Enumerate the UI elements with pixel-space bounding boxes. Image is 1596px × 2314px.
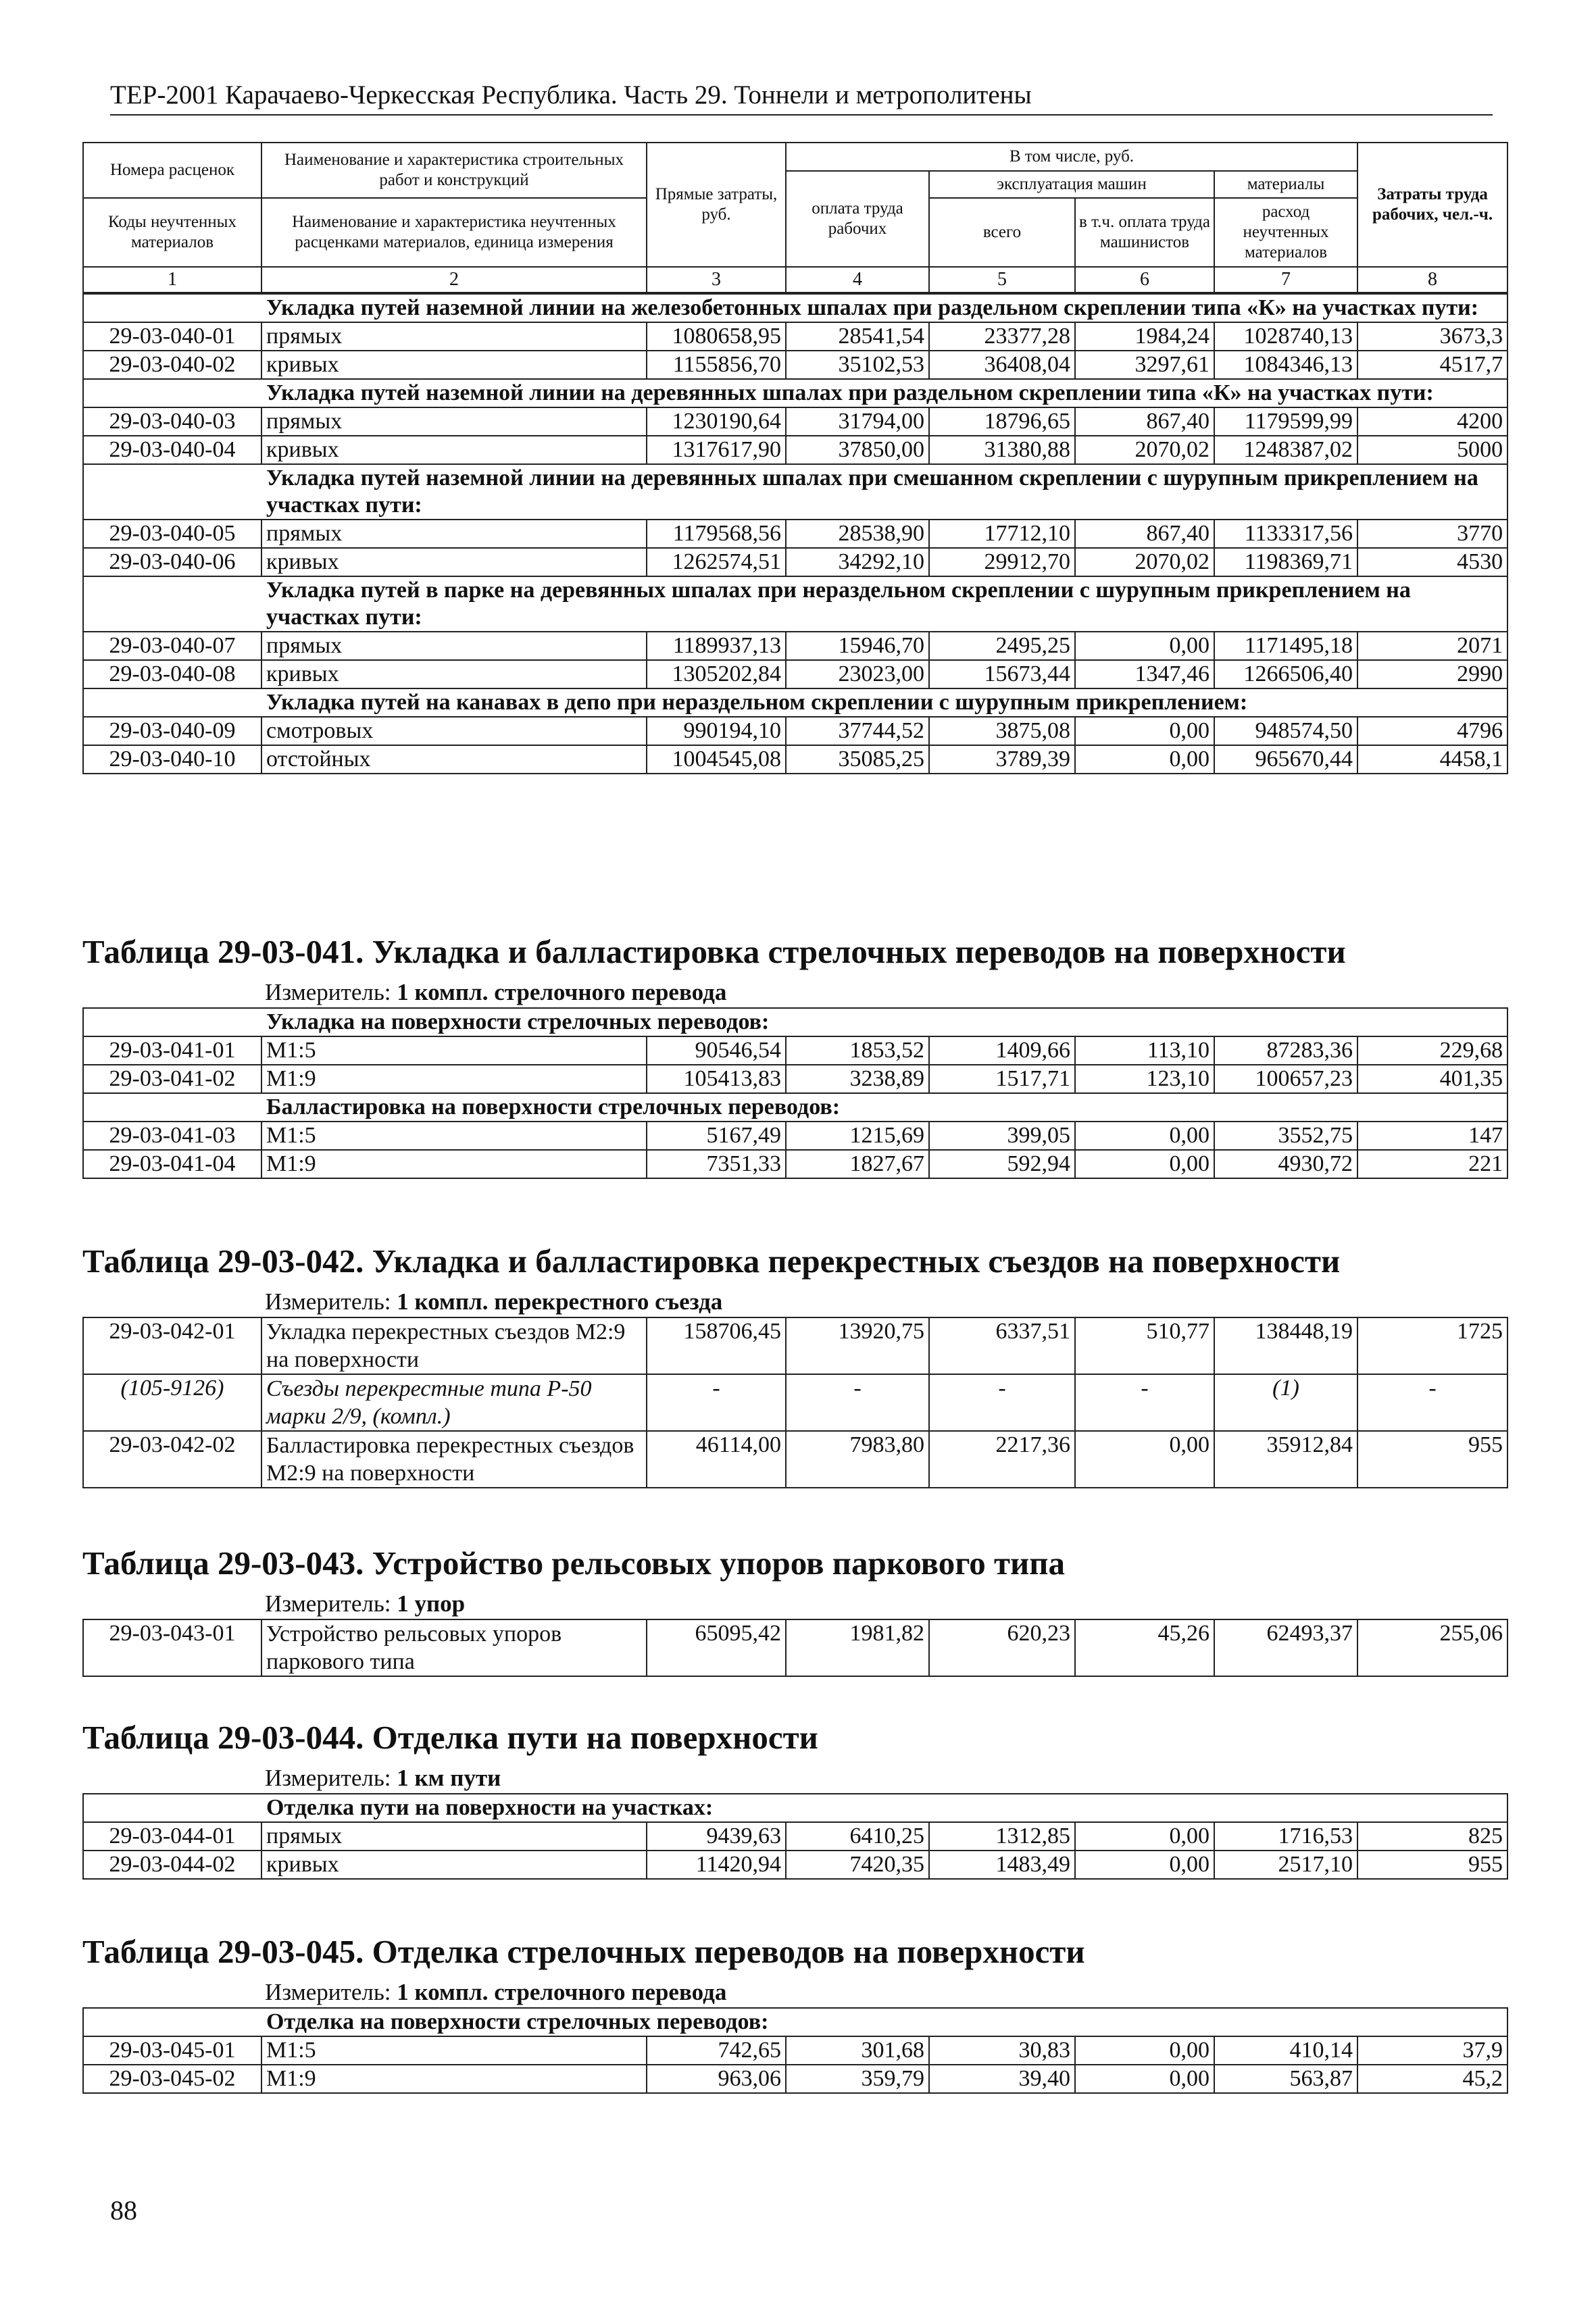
section-title: Укладка путей наземной линии на железобетонных шпалах при раздельном скреплении типа «К» на участках пути: [83, 294, 1507, 322]
table-29-03-040 [82, 142, 1507, 774]
rate-code: 29-03-040-03 [83, 407, 261, 436]
direct-costs: 1155856,70 [647, 351, 786, 379]
direct-costs: 1189937,13 [647, 632, 786, 660]
unit-label: Измеритель: [265, 979, 391, 1005]
section-row [83, 576, 1507, 632]
machines-total: 23377,28 [929, 322, 1075, 351]
direct-costs: 1080658,95 [647, 322, 786, 351]
workers-wages: 28538,90 [786, 520, 929, 548]
unit-label: Измеритель: [265, 1590, 391, 1617]
direct-costs: 105413,83 [647, 1065, 786, 1093]
table-row [83, 1122, 1507, 1150]
work-name: Устройство рельсовых упоров паркового типа [261, 1619, 647, 1676]
materials: 965670,44 [1214, 745, 1357, 774]
machines-total: 17712,10 [929, 520, 1075, 548]
direct-costs: 46114,00 [647, 1431, 786, 1488]
rate-code: 29-03-040-01 [83, 322, 261, 351]
work-name: кривых [261, 351, 647, 379]
materials: 2517,10 [1214, 1851, 1357, 1879]
workers-wages: 6410,25 [786, 1822, 929, 1851]
table-045-body [82, 2007, 1508, 2094]
machinists-wages: 510,77 [1075, 1317, 1214, 1374]
table-title: Таблица 29-03-041. Укладка и балластировка стрелочных переводов на поверхности [82, 933, 1346, 970]
workers-wages: 359,79 [786, 2065, 929, 2093]
rate-code: 29-03-041-04 [83, 1150, 261, 1178]
labor-costs: 4200 [1357, 407, 1507, 436]
materials: 3552,75 [1214, 1122, 1357, 1150]
section-row [83, 379, 1507, 407]
labor-costs: 147 [1357, 1122, 1507, 1150]
document-header: ТЕР-2001 Карачаево-Черкесская Республика. Часть 29. Тоннели и метрополитены [110, 80, 1493, 116]
table-row [83, 745, 1507, 774]
machines-total: - [929, 1374, 1075, 1431]
machines-total: 29912,70 [929, 548, 1075, 576]
table-row [83, 1036, 1507, 1065]
workers-wages: 7983,80 [786, 1431, 929, 1488]
col-number: 1 [83, 267, 261, 293]
unit-line [82, 1978, 1507, 2007]
header-machines: эксплуатация машин [929, 171, 1214, 198]
rate-code: 29-03-042-02 [83, 1431, 261, 1488]
machinists-wages: - [1075, 1374, 1214, 1431]
table-row [83, 1822, 1507, 1851]
materials: 1266506,40 [1214, 660, 1357, 688]
materials: 1716,53 [1214, 1822, 1357, 1851]
work-name: М1:5 [261, 1122, 647, 1150]
rate-code: 29-03-040-02 [83, 351, 261, 379]
labor-costs: 3673,3 [1357, 322, 1507, 351]
labor-costs: 255,06 [1357, 1619, 1507, 1676]
rate-code: 29-03-045-01 [83, 2036, 261, 2065]
rate-code: 29-03-040-05 [83, 520, 261, 548]
direct-costs: 9439,63 [647, 1822, 786, 1851]
work-name: прямых [261, 1822, 647, 1851]
direct-costs: 65095,42 [647, 1619, 786, 1676]
workers-wages: 3238,89 [786, 1065, 929, 1093]
labor-costs: 5000 [1357, 436, 1507, 464]
workers-wages: 1827,67 [786, 1150, 929, 1178]
table-29-03-043 [82, 1544, 1507, 1677]
unit-value: 1 компл. стрелочного перевода [397, 1979, 727, 2005]
machines-total: 399,05 [929, 1122, 1075, 1150]
materials: 138448,19 [1214, 1317, 1357, 1374]
machinists-wages: 0,00 [1075, 717, 1214, 745]
rate-code: 29-03-040-09 [83, 717, 261, 745]
machines-total: 2495,25 [929, 632, 1075, 660]
direct-costs: 90546,54 [647, 1036, 786, 1065]
work-name: М1:9 [261, 2065, 647, 2093]
table-row [83, 1374, 1507, 1431]
rate-code: 29-03-042-01 [83, 1317, 261, 1374]
section-title: Отделка на поверхности стрелочных переводов: [83, 2008, 1507, 2036]
labor-costs: 45,2 [1357, 2065, 1507, 2093]
materials: 563,87 [1214, 2065, 1357, 2093]
page-number: 88 [110, 2195, 137, 2225]
section-title: Укладка путей наземной линии на деревянных шпалах при раздельном скреплении типа «К» на участках пути: [83, 379, 1507, 407]
section-row [83, 2008, 1507, 2036]
workers-wages: 301,68 [786, 2036, 929, 2065]
col-number: 5 [929, 267, 1075, 293]
table-row [83, 1431, 1507, 1488]
machinists-wages: 123,10 [1075, 1065, 1214, 1093]
table-041-body [82, 1007, 1508, 1179]
labor-costs: 1725 [1357, 1317, 1507, 1374]
workers-wages: 35085,25 [786, 745, 929, 774]
unit-label: Измеритель: [265, 1288, 391, 1315]
header-materials: материалы [1214, 171, 1357, 198]
unit-value: 1 компл. перекрестного съезда [397, 1288, 723, 1315]
direct-costs: 1179568,56 [647, 520, 786, 548]
section-row [83, 464, 1507, 520]
machines-total: 1517,71 [929, 1065, 1075, 1093]
work-name: Укладка перекрестных съездов М2:9 на поверхности [261, 1317, 647, 1374]
machines-total: 36408,04 [929, 351, 1075, 379]
table-row [83, 1150, 1507, 1178]
workers-wages: 1853,52 [786, 1036, 929, 1065]
labor-costs: 37,9 [1357, 2036, 1507, 2065]
table-row [83, 322, 1507, 351]
table-row [83, 2036, 1507, 2065]
main-table-body [82, 293, 1508, 774]
direct-costs: 5167,49 [647, 1122, 786, 1150]
table-044-body [82, 1793, 1508, 1880]
table-row [83, 1851, 1507, 1879]
materials: 1179599,99 [1214, 407, 1357, 436]
rate-code: 29-03-044-01 [83, 1822, 261, 1851]
col-number: 8 [1357, 267, 1507, 293]
machinists-wages: 0,00 [1075, 1851, 1214, 1879]
labor-costs: 4517,7 [1357, 351, 1507, 379]
table-29-03-042 [82, 1242, 1507, 1488]
rate-code: 29-03-040-04 [83, 436, 261, 464]
header-code-bottom: Коды неучтенных материалов [83, 198, 261, 267]
table-29-03-044 [82, 1718, 1507, 1880]
machines-total: 30,83 [929, 2036, 1075, 2065]
materials: 4930,72 [1214, 1150, 1357, 1178]
unit-value: 1 км пути [397, 1765, 501, 1791]
direct-costs: 1317617,90 [647, 436, 786, 464]
workers-wages: 15946,70 [786, 632, 929, 660]
workers-wages: 37744,52 [786, 717, 929, 745]
col-number: 3 [647, 267, 786, 293]
unit-line [82, 1589, 1507, 1619]
materials: 62493,37 [1214, 1619, 1357, 1676]
unit-line [82, 1287, 1507, 1317]
labor-costs: 4530 [1357, 548, 1507, 576]
table-row [83, 1065, 1507, 1093]
machines-total: 18796,65 [929, 407, 1075, 436]
machines-total: 15673,44 [929, 660, 1075, 688]
section-row [83, 294, 1507, 322]
workers-wages: - [786, 1374, 929, 1431]
materials: 87283,36 [1214, 1036, 1357, 1065]
section-row [83, 1794, 1507, 1822]
machinists-wages: 2070,02 [1075, 436, 1214, 464]
machines-total: 592,94 [929, 1150, 1075, 1178]
header-machines-total: всего [929, 198, 1075, 267]
work-name: прямых [261, 520, 647, 548]
labor-costs: 221 [1357, 1150, 1507, 1178]
work-name: кривых [261, 436, 647, 464]
machinists-wages: 1984,24 [1075, 322, 1214, 351]
table-row [83, 548, 1507, 576]
work-name: М1:9 [261, 1150, 647, 1178]
machines-total: 1312,85 [929, 1822, 1075, 1851]
table-title: Таблица 29-03-043. Устройство рельсовых упоров паркового типа [82, 1544, 1066, 1582]
labor-costs: 401,35 [1357, 1065, 1507, 1093]
unit-label: Измеритель: [265, 1979, 391, 2005]
direct-costs: 1305202,84 [647, 660, 786, 688]
machines-total: 39,40 [929, 2065, 1075, 2093]
workers-wages: 23023,00 [786, 660, 929, 688]
direct-costs: 11420,94 [647, 1851, 786, 1879]
work-name: Балластировка перекрестных съездов М2:9 на поверхности [261, 1431, 647, 1488]
header-code-top: Номера расценок [83, 143, 261, 198]
materials: 410,14 [1214, 2036, 1357, 2065]
materials: 1133317,56 [1214, 520, 1357, 548]
materials: 1248387,02 [1214, 436, 1357, 464]
workers-wages: 28541,54 [786, 322, 929, 351]
machines-total: 2217,36 [929, 1431, 1075, 1488]
work-name: М1:5 [261, 1036, 647, 1065]
work-name: отстойных [261, 745, 647, 774]
labor-costs: 2990 [1357, 660, 1507, 688]
workers-wages: 1215,69 [786, 1122, 929, 1150]
labor-costs: - [1357, 1374, 1507, 1431]
section-row [83, 1008, 1507, 1036]
machinists-wages: 0,00 [1075, 1431, 1214, 1488]
workers-wages: 1981,82 [786, 1619, 929, 1676]
rate-code: 29-03-041-01 [83, 1036, 261, 1065]
workers-wages: 37850,00 [786, 436, 929, 464]
machines-total: 1483,49 [929, 1851, 1075, 1879]
direct-costs: 742,65 [647, 2036, 786, 2065]
workers-wages: 7420,35 [786, 1851, 929, 1879]
machines-total: 1409,66 [929, 1036, 1075, 1065]
unit-value: 1 упор [397, 1590, 466, 1617]
rate-code: 29-03-040-10 [83, 745, 261, 774]
direct-costs: 1004545,08 [647, 745, 786, 774]
col-number: 6 [1075, 267, 1214, 293]
work-name: М1:9 [261, 1065, 647, 1093]
col-number: 7 [1214, 267, 1357, 293]
unit-label: Измеритель: [265, 1765, 391, 1791]
machinists-wages: 0,00 [1075, 1122, 1214, 1150]
direct-costs: 7351,33 [647, 1150, 786, 1178]
col-number: 2 [261, 267, 647, 293]
labor-costs: 4796 [1357, 717, 1507, 745]
direct-costs: 1230190,64 [647, 407, 786, 436]
rate-code: 29-03-041-02 [83, 1065, 261, 1093]
labor-costs: 825 [1357, 1822, 1507, 1851]
header-labor: Затраты труда рабочих, чел.-ч. [1357, 143, 1507, 267]
machines-total: 620,23 [929, 1619, 1075, 1676]
work-name: кривых [261, 1851, 647, 1879]
workers-wages: 13920,75 [786, 1317, 929, 1374]
workers-wages: 31794,00 [786, 407, 929, 436]
materials: 1084346,13 [1214, 351, 1357, 379]
labor-costs: 2071 [1357, 632, 1507, 660]
column-header-table [82, 142, 1508, 293]
rate-code: 29-03-045-02 [83, 2065, 261, 2093]
section-title: Укладка на поверхности стрелочных переводов: [83, 1008, 1507, 1036]
materials: 100657,23 [1214, 1065, 1357, 1093]
table-title: Таблица 29-03-045. Отделка стрелочных переводов на поверхности [82, 1933, 1085, 1970]
table-row [83, 520, 1507, 548]
rate-code: 29-03-041-03 [83, 1122, 261, 1150]
direct-costs: - [647, 1374, 786, 1431]
machinists-wages: 867,40 [1075, 407, 1214, 436]
rate-code: 29-03-043-01 [83, 1619, 261, 1676]
unit-line [82, 1763, 1507, 1793]
section-title: Укладка путей на канавах в депо при нераздельном скреплении с шурупным прикреплением: [83, 688, 1507, 717]
workers-wages: 35102,53 [786, 351, 929, 379]
machinists-wages: 867,40 [1075, 520, 1214, 548]
machinists-wages: 113,10 [1075, 1036, 1214, 1065]
work-name: М1:5 [261, 2036, 647, 2065]
materials: (1) [1214, 1374, 1357, 1431]
table-title: Таблица 29-03-044. Отделка пути на поверхности [82, 1719, 818, 1756]
rate-code: 29-03-040-07 [83, 632, 261, 660]
header-name-top: Наименование и характеристика строительных работ и конструкций [261, 143, 647, 198]
table-29-03-041 [82, 932, 1507, 1179]
table-row [83, 1317, 1507, 1374]
machinists-wages: 0,00 [1075, 1150, 1214, 1178]
section-row [83, 1093, 1507, 1122]
section-title: Укладка путей в парке на деревянных шпалах при нераздельном скреплении с шурупным прикреплением на участках пути: [83, 576, 1507, 632]
work-name: прямых [261, 632, 647, 660]
labor-costs: 229,68 [1357, 1036, 1507, 1065]
work-name: Съезды перекрестные типа Р-50 марки 2/9, (компл.) [261, 1374, 647, 1431]
work-name: прямых [261, 322, 647, 351]
table-row [83, 351, 1507, 379]
machinists-wages: 0,00 [1075, 2036, 1214, 2065]
machinists-wages: 0,00 [1075, 745, 1214, 774]
materials: 948574,50 [1214, 717, 1357, 745]
machines-total: 31380,88 [929, 436, 1075, 464]
unit-value: 1 компл. стрелочного перевода [397, 979, 727, 1005]
work-name: кривых [261, 548, 647, 576]
section-title: Балластировка на поверхности стрелочных переводов: [83, 1093, 1507, 1122]
table-row [83, 1619, 1507, 1676]
labor-costs: 955 [1357, 1431, 1507, 1488]
col-number: 4 [786, 267, 929, 293]
workers-wages: 34292,10 [786, 548, 929, 576]
machinists-wages: 3297,61 [1075, 351, 1214, 379]
header-including: В том числе, руб. [786, 143, 1357, 171]
machinists-wages: 1347,46 [1075, 660, 1214, 688]
materials: 1198369,71 [1214, 548, 1357, 576]
machinists-wages: 45,26 [1075, 1619, 1214, 1676]
header-materials-sub: расход неучтенных материалов [1214, 198, 1357, 267]
section-title: Отделка пути на поверхности на участках: [83, 1794, 1507, 1822]
machines-total: 3789,39 [929, 745, 1075, 774]
machinists-wages: 0,00 [1075, 2065, 1214, 2093]
header-machines-wages: в т.ч. оплата труда машинистов [1075, 198, 1214, 267]
labor-costs: 955 [1357, 1851, 1507, 1879]
direct-costs: 1262574,51 [647, 548, 786, 576]
table-row [83, 407, 1507, 436]
labor-costs: 3770 [1357, 520, 1507, 548]
direct-costs: 158706,45 [647, 1317, 786, 1374]
table-043-body [82, 1619, 1508, 1677]
table-row [83, 2065, 1507, 2093]
rate-code: (105-9126) [83, 1374, 261, 1431]
machinists-wages: 0,00 [1075, 632, 1214, 660]
direct-costs: 963,06 [647, 2065, 786, 2093]
materials: 35912,84 [1214, 1431, 1357, 1488]
table-row [83, 660, 1507, 688]
rate-code: 29-03-040-08 [83, 660, 261, 688]
header-wages: оплата труда рабочих [786, 171, 929, 267]
rate-code: 29-03-040-06 [83, 548, 261, 576]
machines-total: 3875,08 [929, 717, 1075, 745]
table-row [83, 436, 1507, 464]
table-row [83, 717, 1507, 745]
header-direct: Прямые затраты, руб. [647, 143, 786, 267]
machines-total: 6337,51 [929, 1317, 1075, 1374]
section-row [83, 688, 1507, 717]
work-name: кривых [261, 660, 647, 688]
table-042-body [82, 1317, 1508, 1488]
work-name: прямых [261, 407, 647, 436]
rate-code: 29-03-044-02 [83, 1851, 261, 1879]
machinists-wages: 0,00 [1075, 1822, 1214, 1851]
machinists-wages: 2070,02 [1075, 548, 1214, 576]
work-name: смотровых [261, 717, 647, 745]
header-name-bottom: Наименование и характеристика неучтенных расценками материалов, единица измерения [261, 198, 647, 267]
table-row [83, 632, 1507, 660]
table-29-03-045 [82, 1932, 1507, 2094]
table-title: Таблица 29-03-042. Укладка и балластировка перекрестных съездов на поверхности [82, 1242, 1341, 1280]
unit-line [82, 978, 1507, 1007]
section-title: Укладка путей наземной линии на деревянных шпалах при смешанном скреплении с шурупным прикреплением на участках пути: [83, 464, 1507, 520]
materials: 1028740,13 [1214, 322, 1357, 351]
labor-costs: 4458,1 [1357, 745, 1507, 774]
materials: 1171495,18 [1214, 632, 1357, 660]
direct-costs: 990194,10 [647, 717, 786, 745]
